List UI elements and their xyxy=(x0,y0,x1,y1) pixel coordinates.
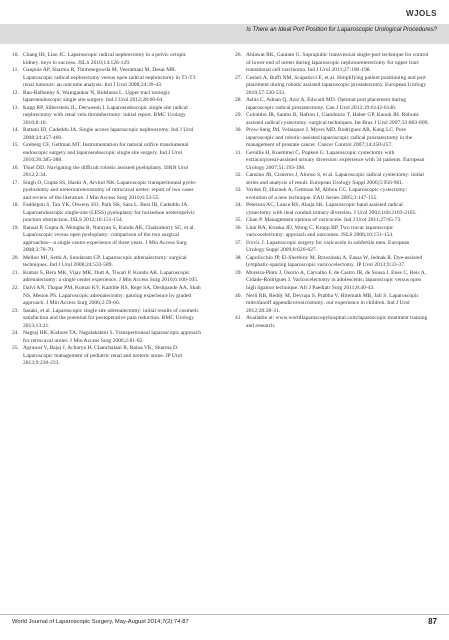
reference-number: 15. xyxy=(12,142,19,149)
reference-item xyxy=(235,240,429,255)
reference-number: 13. xyxy=(12,104,19,111)
reference-item xyxy=(12,330,202,345)
reference-item xyxy=(235,127,429,150)
reference-text: Nerli RB, Reddy M, Devraju S, Prabha V, Hiremath MB, Jali S. Laparoscopic mitrofanoff appendicovesicostomy: our experience in children. Ind J Urol 2012;28:28-31. xyxy=(246,292,419,314)
references-left-column xyxy=(12,52,202,368)
reference-text: Rattani ID, Cadeddu JA. Single access laparoscopic nephrectomy. Ind J Urol 2008;24:457-460. xyxy=(23,127,194,141)
reference-text: Chan P. Management options of varicocele. Ind J Urol 2011;27:65-73. xyxy=(246,217,402,224)
reference-text: Peterson AC, Lance RS, Ahuja SK. Laparoscopic hand assisted radical cystectomy with ileal conduit urinary diversion. J Urol 2002;168:2103-2105. xyxy=(246,202,417,216)
reference-number: 22. xyxy=(12,284,19,291)
reference-text: Ahlawat RK, Gautam G. Suprapubic transvesical single-port technique for control of lower end of ureter during laparoscopic nephroureterectomy for upper tract transitional cell carcinoma. Ind J Urol 2011;27:190-198. xyxy=(246,52,429,74)
reference-number: 31. xyxy=(235,149,242,156)
page-number: 87 xyxy=(428,617,437,626)
reference-item xyxy=(235,315,429,330)
reference-number: 10. xyxy=(12,52,19,58)
reference-number: 14. xyxy=(12,127,19,134)
reference-number: 33. xyxy=(235,187,242,194)
reference-item xyxy=(12,345,202,368)
reference-number: 38. xyxy=(235,254,242,261)
journal-citation: World Journal of Laparoscopic Surgery, May-August 2014;7(2):74-87 xyxy=(12,619,189,625)
reference-item xyxy=(12,165,202,180)
reference-text: Prow-Sang JM, Velasquez J, Myers MD, Rodriguez AR, Kang LC. Pure laparoscopic and robotic-assisted laparoscopic radical prostatectomy in the management of prostate cancer. Cancer Control 2007;14:250-257. xyxy=(246,127,413,149)
reference-item xyxy=(12,67,202,90)
reference-item xyxy=(12,52,202,67)
reference-number: 25. xyxy=(12,345,19,352)
running-title: Is There an Ideal Port Position for Laparoscopic Urological Procedures? xyxy=(246,27,437,33)
reference-item xyxy=(12,270,202,285)
reference-item xyxy=(12,127,202,142)
reference-item xyxy=(12,255,202,270)
reference-item xyxy=(235,97,429,112)
reference-text: Singh O, Gupta SS, Hastir A, Arvind NK. Laparoscopic transperitoneal pyelo-pyelostomy and ureteroureterostomy of retrocaval ureter: report of two cases and review of the literature. J Min Access Surg 2010;6:53-55. xyxy=(23,179,197,201)
reference-text: Capolicchio JP, El-Sherbiny M, Brzezinski A, Eassa W, Jednak R. Dye-assisted lymphatic-sparing laparoscopic varicocelectomy. JP Urol 2013;9:33-37. xyxy=(246,254,423,269)
reference-text: Kapp RP, Silberstein JL, Derweesh I. Laparoendoscopic single site radical nephrectomy with renal vein thrombectomy: initial report. BMC Urology 2010;8:10. xyxy=(23,104,188,126)
reference-number: 21. xyxy=(12,269,19,276)
reference-text: Chang IH, Liao JC. Laparoscopic radical nephrectomy in a pelvic ectopic kidney: keys to success. JSLS 2010;14:126-129. xyxy=(23,52,187,66)
reference-number: 24. xyxy=(12,330,19,337)
reference-number: 23. xyxy=(12,307,19,314)
reference-text: Nagraj HK, Kishore TA, Nagalakshmi S. Transperitoneal laparoscopic approach for retrocaval ureter. J Min Access Surg 2006;2:81-82. xyxy=(23,330,201,344)
reference-item xyxy=(235,150,429,173)
reference-number: 35. xyxy=(235,217,242,224)
reference-text: Ashis C, Adnan Q, Aziz A, Edward MD. Optimal port placement during laparoscopic radical prostatectomy. Can J Urol 2012;19:6142-6146. xyxy=(246,97,407,111)
reference-text: Moreira-Pinto J, Osorio A, Carvalho F, de Castro JR, de Sousa J, Enes C, Reis A, Cidade-Rodrigues J. Varicocelectomy in adolescents: laparoscopic versus open high ligation technique. Afr J Paediatr Surg 2011;8:40-43. xyxy=(246,269,427,291)
reference-number: 28. xyxy=(235,97,242,104)
reference-item xyxy=(235,112,429,127)
reference-text: Ivovic J. Laparoscopic surgery for varicocele in subfertile men. European Urology Suppl 2009;8:626-627. xyxy=(246,239,410,254)
reference-text: Ganpule AP, Sharma R, Thimmegowda M, Veeramani M, Desai MR. Laparoscopic radical nephrectomy versus open radical nephrectomy in T1-T3 renal tumours: an outcome analysis. Ind J Urol 2008;24:39-43. xyxy=(23,67,196,89)
reference-text: Sasaki, et al. Laparoscopic single site adrenalectomy: initial results of cosmetic satisfaction and the potential for postoperative pain reduction. BMC Urology 2013;13:21. xyxy=(23,307,199,329)
journal-logo: WJOLS xyxy=(406,9,437,18)
reference-item xyxy=(235,217,429,225)
reference-text: Greberg CF, Gettman MT. Instrumentation for natural orifice translumenal endoscopic surgery and laparoendoscopic single site surgery. Ind J Urol 2010;26:385-388. xyxy=(23,142,189,164)
reference-item xyxy=(235,172,429,187)
reference-item xyxy=(12,308,202,331)
reference-item xyxy=(12,90,202,105)
reference-number: 19. xyxy=(12,224,19,231)
reference-text: Mellon MJ, Sethi A, Sundaram CP. Laparoscopic adrenalectomy: surgical techniques. Ind J Urol 2008;24:533-589. xyxy=(23,254,187,269)
reference-item xyxy=(12,142,202,165)
reference-number: 26. xyxy=(235,52,242,58)
references-right-column xyxy=(235,52,429,330)
reference-item xyxy=(235,255,429,270)
reference-text: Gerullis H, Kuemmel C, Popken G. Laparoscopic cystectomy with extracorporeal-assisted urinary diversion: experience with 34 patients. European Urology 2007;51:193-198. xyxy=(246,149,425,171)
reference-text: Available at: www.worldlaparoscopyhospital.com/laparoscopic treatment training and research. xyxy=(246,315,428,329)
reference-text: Agrawal V, Bajaj J, Acharya H, Chanchalani R, Raina VK, Sharma D. Laparoscopic management of pediatric renal and ureteric stone. JP Urol 2013;9:230-233. xyxy=(23,345,183,367)
reference-number: 16. xyxy=(12,164,19,171)
reference-number: 36. xyxy=(235,224,242,231)
reference-text: Colombo JR, Santos B, Hafron J, Gianduzzo T, Haber GP, Kaouk JH. Robotic assisted radical cystectomy: surgical techniques. Int Braz J Urol 2007;33:803-809. xyxy=(246,112,429,126)
reference-item xyxy=(235,52,429,75)
reference-text: Thiel DD. Navigating the difficult robotic assisted pyeloplasty. ISRN Urol 2012;2:34. xyxy=(23,164,189,179)
reference-text: Rao-Balbenny S, Waingankar N, Bidshena L. Upper tract urologic laparoendoscopic single site surgery. Ind J Urol 2012;28:60-64. xyxy=(23,89,171,104)
reference-item xyxy=(235,293,429,316)
reference-text: Verdes D, Huznek A, Gettman M, Abbou CC. Laparoscopic cystectomy: evolution of a new technique. EAU Series 2005;3:147-155. xyxy=(246,187,407,201)
reference-number: 11. xyxy=(12,67,19,74)
reference-item xyxy=(235,75,429,98)
reference-text: Kumar S, Bera MK, Vijay MK, Dutt A, Tiwari P, Kundu AK. Laparoscopic adrenalectomy: a single center experience. J Min Access Surg 2010;6:100-105. xyxy=(23,269,199,284)
reference-number: 27. xyxy=(235,74,242,81)
reference-text: Cestari A, Buffi NM, Scapaticci E, et al. Simplifying patient positioning and port placement during robotic assisted laparoscopic prostatectomy. European Urology 2010;57:530-533. xyxy=(246,74,427,96)
reference-number: 20. xyxy=(12,254,19,261)
reference-item xyxy=(235,270,429,293)
reference-item xyxy=(235,187,429,202)
reference-text: Bansal P, Gupta A, Mongha R, Narayan S, Kundu AK, Chakraborty SC, et al. Laparoscopic versus open pyeloplasty: comparison of the two surgical approaches—a single centre experience of three years. J Min Access Surg 2008;3:76-79. xyxy=(23,224,195,254)
reference-number: 37. xyxy=(235,239,242,246)
reference-item xyxy=(12,180,202,203)
reference-item xyxy=(235,225,429,240)
reference-text: Link BA, Kruska JD, Wong C, Kropp BP. Two trocar laparoscopic varicocelectomy: approach and outcomes. JSLS 2006;10:151-154. xyxy=(246,224,394,239)
reference-item xyxy=(12,202,202,225)
reference-number: 18. xyxy=(12,202,19,209)
footer-divider xyxy=(0,614,449,615)
reference-number: 29. xyxy=(235,112,242,119)
reference-item xyxy=(12,225,202,255)
reference-number: 40. xyxy=(235,292,242,299)
reference-item xyxy=(12,105,202,128)
reference-number: 41. xyxy=(235,315,242,322)
reference-number: 17. xyxy=(12,179,19,186)
reference-number: 12. xyxy=(12,89,19,96)
reference-number: 32. xyxy=(235,172,242,179)
reference-text: Faddegon S, Tan YK, Olweny EO, Park SK, Sara L. Best JB, Cadeddu JA. Laparoendoscopic single-site (LESS) pyeloplasty for horseshoe ureteropelvic junction obstruction. JSLS 2012;16:151-154. xyxy=(23,202,195,224)
reference-number: 39. xyxy=(235,269,242,276)
reference-text: Dalvi AN, Thapar PM, Kumar KV, Kamble RS, Rege SA, Deshpande AA, Shah NS, Menon PS. Laparoscopic adrenalectomy: gaining experience by graded approach. J Min Access Surg 2006;2:59-66. xyxy=(23,284,201,307)
reference-number: 30. xyxy=(235,127,242,134)
reference-item xyxy=(235,202,429,217)
reference-text: Cansino JR, Cisneros J, Alonso S, et al. Laparoscopic radical cystectomy: initial series and analysis of result. European Urology Suppl 2006;5:956-961. xyxy=(246,172,424,186)
reference-number: 34. xyxy=(235,202,242,209)
reference-item xyxy=(12,285,202,308)
